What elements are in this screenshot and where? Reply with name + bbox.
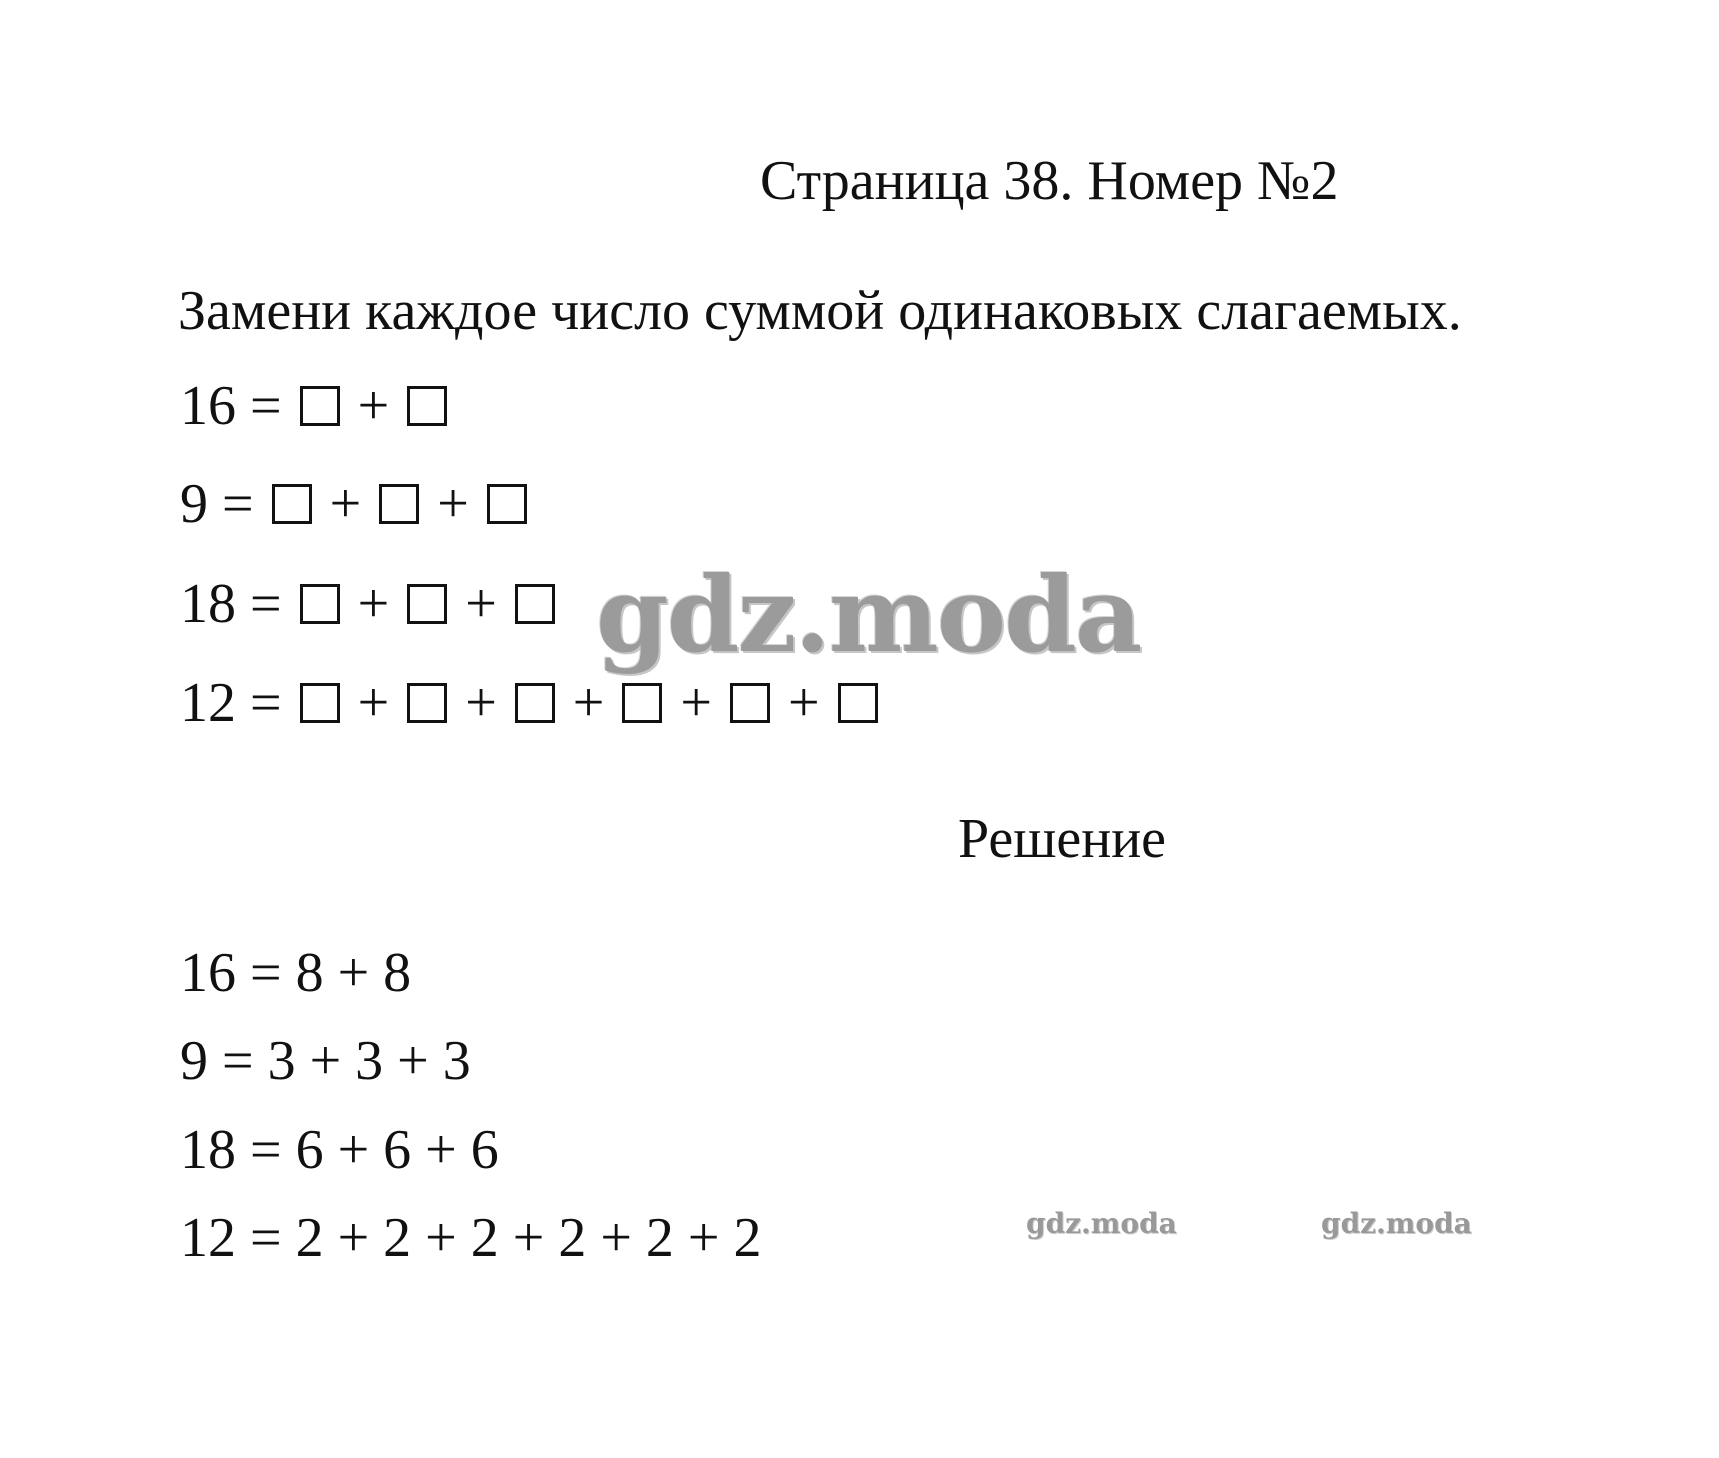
plus-sign: +: [572, 672, 605, 734]
task-equation: [180, 670, 882, 736]
task-equation: [180, 571, 559, 637]
equation-number: 12: [180, 672, 236, 734]
equation-number: 18: [180, 573, 236, 635]
plus-sign: +: [680, 672, 712, 734]
answer-box: [487, 484, 527, 524]
answer-box: [730, 683, 770, 723]
watermark-small-right: gdz.moda: [1321, 1207, 1472, 1240]
plus-sign: +: [357, 375, 390, 437]
solution-line: 16 = 8 + 8: [180, 942, 412, 1004]
answer-box: [379, 484, 419, 524]
solution-line: 12 = 2 + 2 + 2 + 2 + 2 + 2: [180, 1207, 762, 1269]
answer-box: [300, 386, 340, 426]
task-instruction: Замени каждое число суммой одинаковых слагаемых.: [178, 280, 1462, 342]
answer-box: [407, 386, 447, 426]
answer-box: [300, 683, 340, 723]
answer-box: [515, 584, 555, 624]
answer-box: [272, 484, 312, 524]
solution-heading: Решение: [958, 808, 1167, 870]
task-equation: [180, 471, 531, 537]
equation-number: 16: [180, 375, 236, 437]
equals-sign: =: [250, 672, 282, 734]
answer-box: [838, 683, 878, 723]
watermark-main: gdz.moda: [596, 553, 1141, 676]
plus-sign: +: [787, 672, 820, 734]
equals-sign: =: [250, 375, 282, 437]
equals-sign: =: [250, 573, 282, 635]
answer-box: [515, 683, 555, 723]
answer-box: [300, 584, 340, 624]
answer-box: [622, 683, 662, 723]
plus-sign: +: [465, 573, 497, 635]
equals-sign: =: [222, 473, 254, 535]
watermark-small-left: gdz.moda: [1026, 1207, 1177, 1240]
plus-sign: +: [357, 672, 390, 734]
solution-line: 18 = 6 + 6 + 6: [180, 1119, 499, 1181]
answer-box: [407, 683, 447, 723]
page-title: Страница 38. Номер №2: [760, 150, 1339, 212]
plus-sign: +: [437, 473, 469, 535]
plus-sign: +: [357, 573, 390, 635]
plus-sign: +: [465, 672, 497, 734]
plus-sign: +: [329, 473, 362, 535]
answer-box: [407, 584, 447, 624]
task-equation: [180, 373, 451, 439]
solution-line: 9 = 3 + 3 + 3: [180, 1030, 471, 1092]
equation-number: 9: [180, 473, 208, 535]
